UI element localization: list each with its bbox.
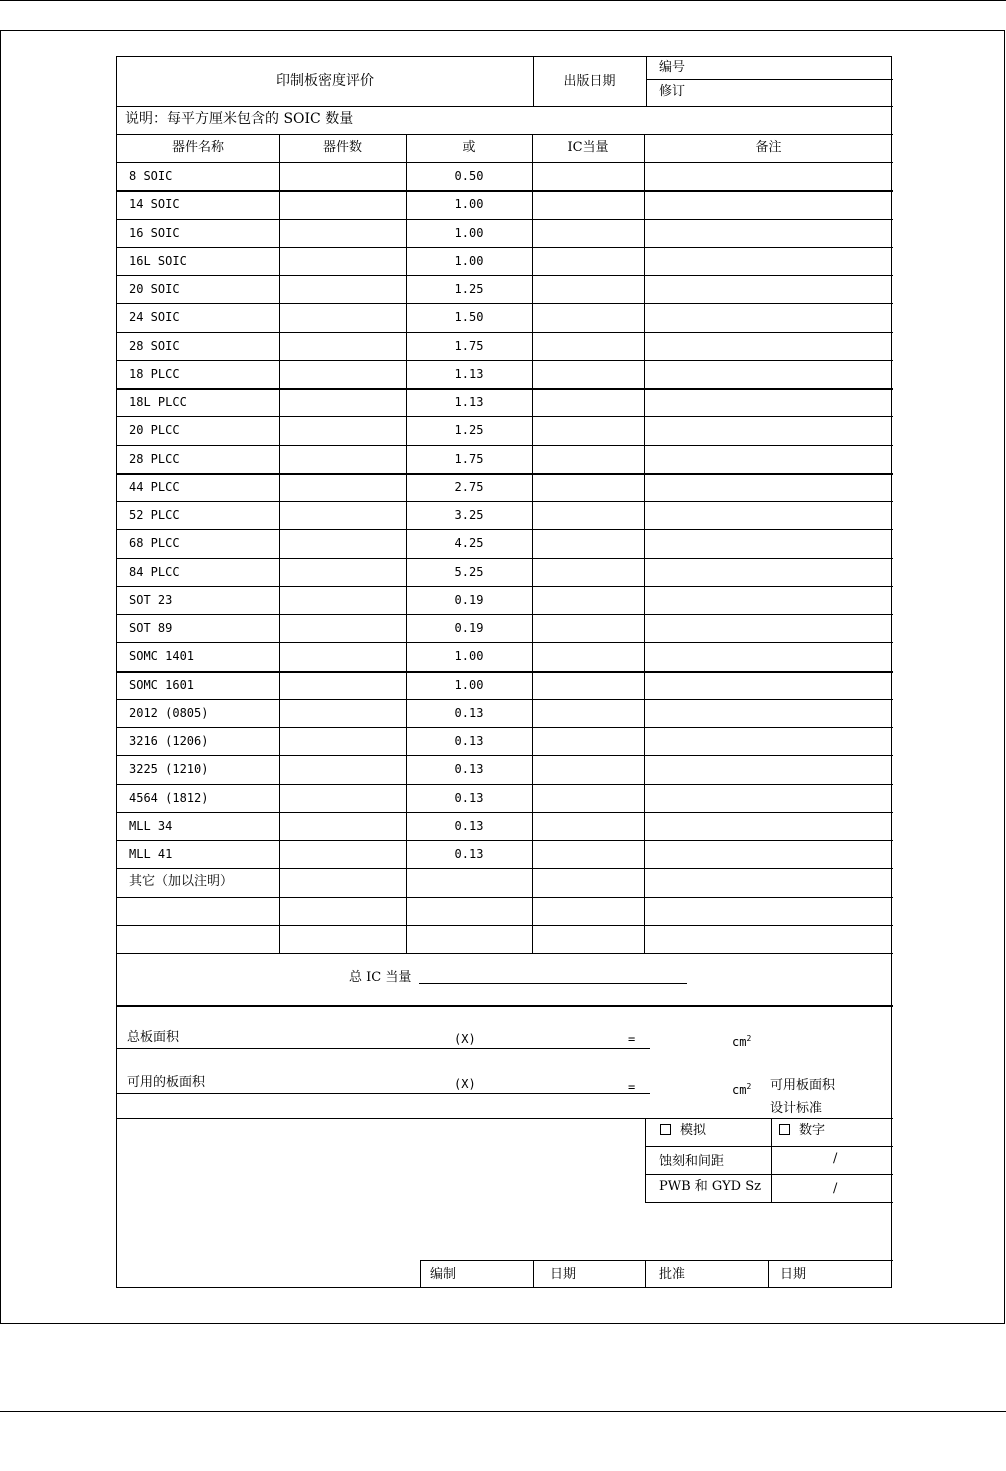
component-count-cell[interactable] [280,700,405,726]
ic-factor: 1.25 [454,423,484,438]
component-count-cell[interactable] [280,813,405,839]
remarks-cell[interactable] [645,559,892,585]
ic-equivalent-cell[interactable] [533,417,643,443]
digital-checkbox[interactable] [779,1124,790,1135]
ic-equivalent-cell[interactable] [533,643,643,669]
revision-label: 修订 [659,84,686,99]
total-area-equals: = [628,1032,636,1046]
total-area-x: (X) [454,1032,476,1046]
component-count-cell[interactable] [280,643,405,669]
component-count-cell[interactable] [280,220,405,246]
ic-equivalent-cell[interactable] [533,474,643,500]
ic-factor: 4.25 [454,536,484,551]
ic-factor: 1.25 [454,282,484,296]
table-row [117,642,893,670]
ic-equivalent-cell[interactable] [533,672,643,698]
total-area-label: 总板面积 [127,1030,180,1045]
table-row [117,586,893,614]
ic-equivalent-cell[interactable] [533,813,643,839]
publish-date-label: 出版日期 [563,74,616,89]
remarks-cell[interactable] [645,389,892,415]
component-count-cell[interactable] [280,361,405,387]
remarks-cell[interactable] [645,587,892,613]
component-count-cell[interactable] [280,191,405,217]
table-row [117,219,893,247]
remarks-cell[interactable] [645,276,892,302]
ic-factor: 1.00 [454,649,484,664]
ic-equivalent-cell[interactable] [533,869,643,895]
ic-equivalent-cell[interactable] [533,728,643,754]
component-count-cell[interactable] [280,869,405,895]
note-text: 说明：每平方厘米包含的 SOIC 数量 [125,111,354,127]
ic-equivalent-cell[interactable] [533,389,643,415]
component-name: 其它（加以注明） [129,874,234,890]
ic-factor: 1.00 [454,225,484,240]
ic-equivalent-cell[interactable] [533,191,643,217]
component-name: 14 SOIC [129,197,180,212]
ic-factor: 1.75 [454,451,484,466]
component-name: 52 PLCC [129,508,180,522]
usable-area-x: (X) [454,1077,476,1091]
ic-equivalent-cell[interactable] [533,785,643,811]
component-name: MLL 41 [129,847,173,861]
ic-factor: 0.13 [454,705,484,720]
table-row [117,162,893,190]
ic-factor: 1.13 [454,366,484,381]
ic-equivalent-cell[interactable] [533,587,643,613]
component-count-cell[interactable] [280,926,405,952]
total-ic-field[interactable] [419,983,687,984]
usable-area-unit: $cm^2$ [732,1082,752,1097]
approved-by-label: 批准 [659,1267,686,1282]
table-row [117,275,893,303]
column-header: 或 [462,140,476,155]
component-count-cell[interactable] [280,728,405,754]
table-row [117,840,893,868]
design-std-label: 设计标准 [770,1101,823,1116]
top-rule [0,0,1006,1]
ic-factor: 1.50 [454,310,484,325]
ic-equivalent-cell[interactable] [533,333,643,359]
component-name: 16 SOIC [129,225,180,240]
remarks-cell[interactable] [645,869,892,895]
remarks-cell[interactable] [645,643,892,669]
table-row [117,868,893,896]
remarks-cell[interactable] [645,841,892,867]
ic-equivalent-cell[interactable] [533,530,643,556]
component-count-cell[interactable] [280,446,405,472]
ic-factor: 0.13 [454,734,484,748]
form-title: 印制板密度评价 [276,73,374,89]
table-row [117,812,893,840]
bottom-rule [0,1411,1006,1412]
ic-equivalent-cell[interactable] [533,756,643,782]
column-header: 备注 [755,140,782,155]
component-count-cell[interactable] [280,841,405,867]
ic-factor: 1.00 [454,253,484,268]
component-name: 16L SOIC [129,253,187,268]
remarks-cell[interactable] [645,163,892,189]
ic-factor: 5.25 [454,564,484,579]
ic-factor: 1.13 [454,395,484,409]
component-count-cell[interactable] [280,389,405,415]
component-count-cell[interactable] [280,587,405,613]
etch-spacing-value[interactable]: / [833,1151,838,1166]
ic-factor: 0.13 [454,818,484,833]
component-name: 24 SOIC [129,310,180,325]
component-count-cell[interactable] [280,559,405,585]
component-count-cell[interactable] [280,417,405,443]
ic-equivalent-cell[interactable] [533,220,643,246]
component-name: 3216 (1206) [129,734,209,748]
component-count-cell[interactable] [280,474,405,500]
usable-area-field[interactable] [117,1093,650,1094]
table-row [117,699,893,727]
table-row [117,727,893,755]
table-row [117,360,893,388]
density-evaluation-form [116,56,892,1288]
ic-factor: 3.25 [454,508,484,522]
ic-equivalent-cell[interactable] [533,248,643,274]
ic-factor: 0.19 [454,592,484,607]
table-row [117,473,893,501]
ic-equivalent-cell[interactable] [533,898,643,924]
ic-equivalent-cell[interactable] [533,926,643,952]
component-count-cell[interactable] [280,756,405,782]
table-row [117,388,893,416]
remarks-cell[interactable] [645,813,892,839]
usable-area-equals: = [628,1080,636,1094]
component-count-cell[interactable] [280,333,405,359]
table-row [117,755,893,783]
ic-equivalent-cell[interactable] [533,276,643,302]
component-name: 18 PLCC [129,366,180,381]
table-row [117,303,893,331]
remarks-cell[interactable] [645,248,892,274]
ic-equivalent-cell[interactable] [533,841,643,867]
table-row [117,247,893,275]
component-name: 2012 (0805) [129,705,209,720]
ic-factor: 0.13 [454,790,484,805]
analog-option[interactable]: 模拟 [660,1123,706,1139]
ic-equivalent-cell[interactable] [533,615,643,641]
remarks-cell[interactable] [645,926,892,952]
component-name: 28 PLCC [129,451,180,466]
remarks-cell[interactable] [645,502,892,528]
table-row [117,558,893,586]
etch-spacing-label: 蚀刻和间距 [659,1154,725,1169]
remarks-cell[interactable] [645,417,892,443]
component-name: 4564 (1812) [129,790,209,805]
digital-option[interactable]: 数字 [779,1123,825,1139]
table-row [117,897,893,925]
table-row [117,614,893,642]
table-row [117,416,893,444]
ic-equivalent-cell[interactable] [533,361,643,387]
component-count-cell[interactable] [280,785,405,811]
component-name: 20 SOIC [129,282,180,296]
component-name: 18L PLCC [129,395,187,409]
component-name: 84 PLCC [129,564,180,579]
component-name: SOT 23 [129,592,173,607]
remarks-cell[interactable] [645,333,892,359]
remarks-cell[interactable] [645,756,892,782]
table-row [117,332,893,360]
ic-equivalent-cell[interactable] [533,700,643,726]
analog-checkbox[interactable] [660,1124,671,1135]
remarks-cell[interactable] [645,728,892,754]
prepared-date-label: 日期 [550,1267,577,1282]
component-count-cell[interactable] [280,163,405,189]
remarks-cell[interactable] [645,304,892,330]
remarks-cell[interactable] [645,474,892,500]
column-header: 器件名称 [171,140,224,155]
table-row [117,784,893,812]
component-name: MLL 34 [129,818,173,833]
ic-factor: 0.13 [454,847,484,861]
table-row [117,501,893,529]
remarks-cell[interactable] [645,191,892,217]
ic-factor: 0.13 [454,762,484,777]
ic-equivalent-cell[interactable] [533,502,643,528]
usable-area-std-label: 可用板面积 [770,1078,836,1093]
component-name: 8 SOIC [129,169,173,183]
usable-area-label: 可用的板面积 [127,1075,206,1090]
ic-factor: 1.00 [454,677,484,692]
remarks-cell[interactable] [645,672,892,698]
approved-date-label: 日期 [780,1267,807,1282]
table-row [117,190,893,218]
ic-factor: 1.00 [454,197,484,212]
component-name: SOMC 1401 [129,649,195,664]
remarks-cell[interactable] [645,446,892,472]
component-name: SOT 89 [129,621,173,635]
remarks-cell[interactable] [645,615,892,641]
remarks-cell[interactable] [645,361,892,387]
ic-factor: 0.50 [454,169,484,183]
component-name: 3225 (1210) [129,762,209,777]
remarks-cell[interactable] [645,700,892,726]
table-row [117,529,893,557]
ic-equivalent-cell[interactable] [533,446,643,472]
component-count-cell[interactable] [280,276,405,302]
pwb-gyd-value[interactable]: / [833,1181,838,1196]
column-header: IC当量 [567,140,609,155]
total-area-unit: $cm^2$ [732,1034,752,1049]
table-row [117,925,893,953]
component-name: 28 SOIC [129,338,180,353]
pwb-gyd-label: PWB 和 GYD Sz [659,1179,761,1194]
total-area-field[interactable] [117,1048,650,1049]
component-count-cell[interactable] [280,530,405,556]
table-row [117,671,893,699]
ic-equivalent-cell[interactable] [533,163,643,189]
component-name: 44 PLCC [129,479,180,494]
remarks-cell[interactable] [645,785,892,811]
remarks-cell[interactable] [645,220,892,246]
component-name: 20 PLCC [129,423,180,438]
component-count-cell[interactable] [280,898,405,924]
component-count-cell[interactable] [280,502,405,528]
table-row [117,445,893,473]
component-count-cell[interactable] [280,615,405,641]
ic-factor: 2.75 [454,479,484,494]
total-ic-label: 总 IC 当量 [349,970,412,985]
component-count-cell[interactable] [280,304,405,330]
ic-factor: 0.19 [454,621,484,635]
column-header: 器件数 [322,140,362,155]
ic-factor: 1.75 [454,338,484,353]
component-count-cell[interactable] [280,672,405,698]
remarks-cell[interactable] [645,530,892,556]
remarks-cell[interactable] [645,898,892,924]
number-label: 编号 [659,60,686,75]
prepared-by-label: 编制 [430,1267,457,1282]
ic-equivalent-cell[interactable] [533,559,643,585]
component-name: 68 PLCC [129,536,180,551]
component-count-cell[interactable] [280,248,405,274]
component-name: SOMC 1601 [129,677,195,692]
ic-equivalent-cell[interactable] [533,304,643,330]
